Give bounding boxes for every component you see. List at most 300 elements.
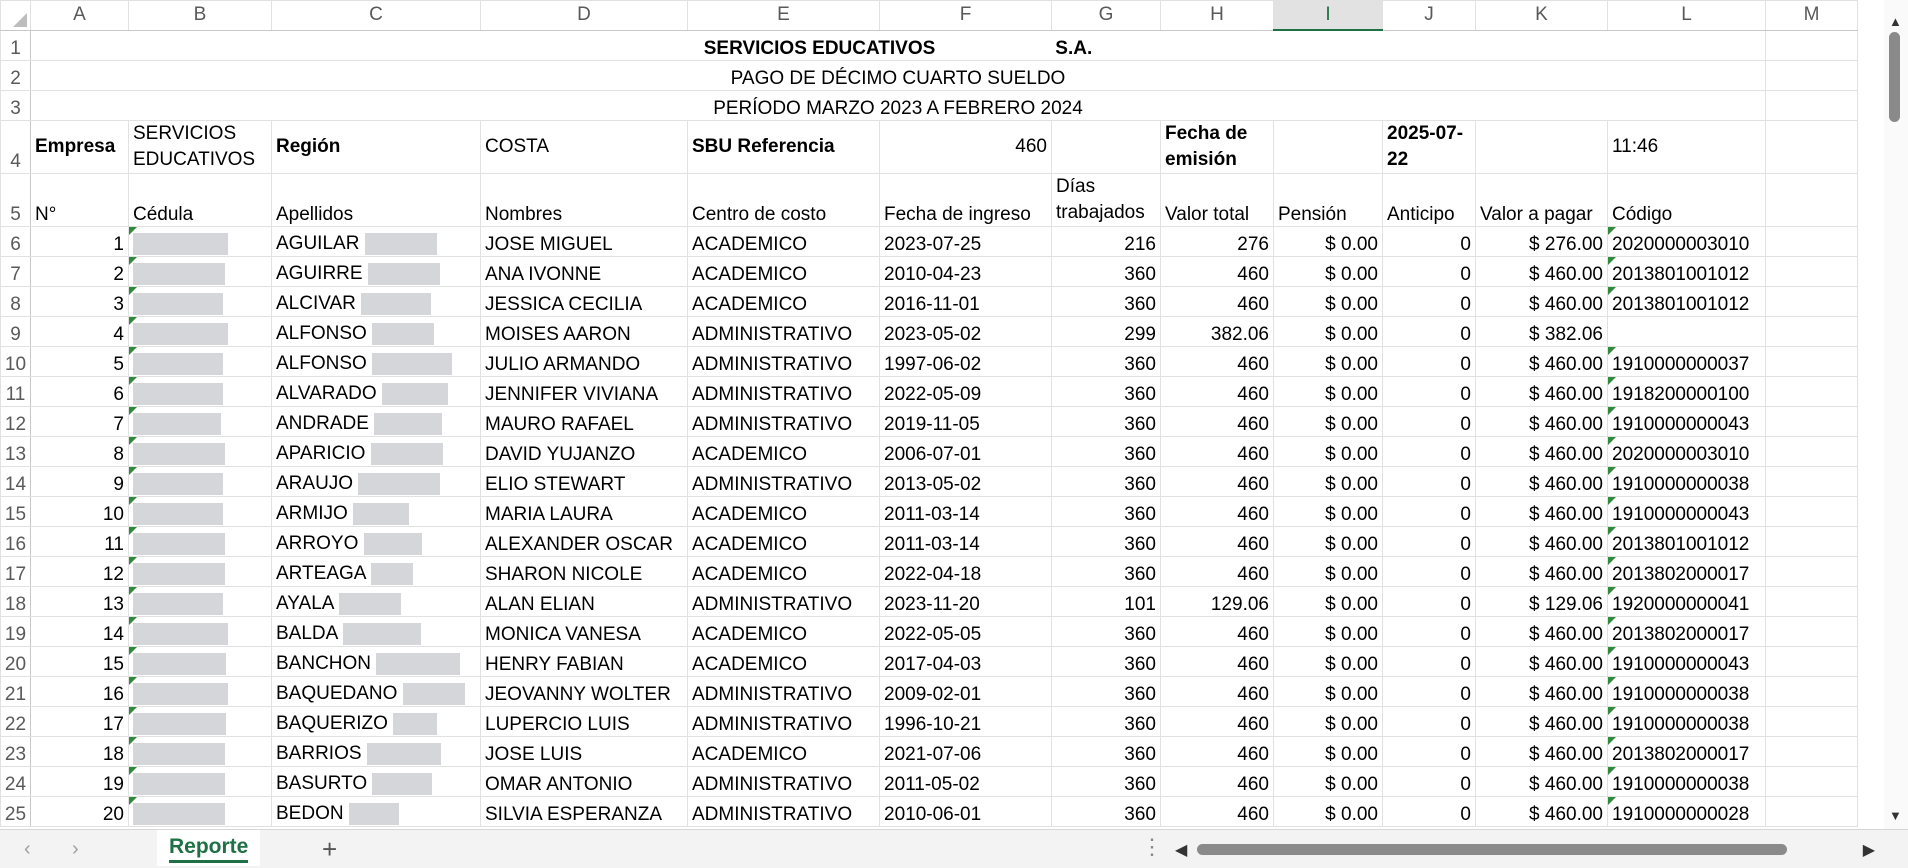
- cedula-cell[interactable]: [129, 586, 272, 616]
- nombres-cell[interactable]: MONICA VANESA: [481, 616, 688, 646]
- dias-trabajados-cell[interactable]: 360: [1052, 766, 1161, 796]
- nombres-cell[interactable]: LUPERCIO LUIS: [481, 706, 688, 736]
- nombres-cell[interactable]: ELIO STEWART: [481, 466, 688, 496]
- pension-cell[interactable]: $ 0.00: [1274, 436, 1383, 466]
- cell-m[interactable]: [1766, 586, 1858, 616]
- centro-costo-cell[interactable]: ADMINISTRATIVO: [688, 706, 880, 736]
- anticipo-cell[interactable]: 0: [1383, 466, 1476, 496]
- valor-total-cell[interactable]: 460: [1161, 736, 1274, 766]
- header-cell[interactable]: Valor total: [1161, 173, 1274, 226]
- dias-trabajados-cell[interactable]: 360: [1052, 526, 1161, 556]
- apellidos-cell[interactable]: [272, 586, 481, 616]
- row-header[interactable]: 2: [1, 60, 31, 90]
- header-cell[interactable]: Centro de costo: [688, 173, 880, 226]
- dias-trabajados-cell[interactable]: 360: [1052, 286, 1161, 316]
- row-number[interactable]: 17: [31, 706, 129, 736]
- valor-pagar-cell[interactable]: $ 460.00: [1476, 766, 1608, 796]
- row-header[interactable]: 22: [1, 706, 31, 736]
- codigo-cell[interactable]: 2013802000017: [1608, 556, 1766, 586]
- cell-m[interactable]: [1766, 376, 1858, 406]
- apellidos-cell[interactable]: [272, 376, 481, 406]
- header-cell[interactable]: Fecha de ingreso: [880, 173, 1052, 226]
- row-number[interactable]: 2: [31, 256, 129, 286]
- row-number[interactable]: 6: [31, 376, 129, 406]
- vertical-scroll-thumb[interactable]: [1889, 32, 1900, 122]
- centro-costo-cell[interactable]: ACADEMICO: [688, 616, 880, 646]
- cedula-cell[interactable]: [129, 736, 272, 766]
- pension-cell[interactable]: $ 0.00: [1274, 736, 1383, 766]
- row-header[interactable]: 10: [1, 346, 31, 376]
- pension-cell[interactable]: $ 0.00: [1274, 496, 1383, 526]
- cell-m[interactable]: [1766, 316, 1858, 346]
- nombres-cell[interactable]: JESSICA CECILIA: [481, 286, 688, 316]
- cedula-cell[interactable]: [129, 466, 272, 496]
- valor-total-cell[interactable]: 460: [1161, 796, 1274, 826]
- row-header[interactable]: 9: [1, 316, 31, 346]
- row-header[interactable]: 5: [1, 173, 31, 226]
- codigo-cell[interactable]: 1910000000043: [1608, 646, 1766, 676]
- chevron-left-icon[interactable]: ‹: [24, 838, 31, 860]
- cedula-cell[interactable]: [129, 226, 272, 256]
- valor-pagar-cell[interactable]: $ 460.00: [1476, 736, 1608, 766]
- dias-trabajados-cell[interactable]: 360: [1052, 706, 1161, 736]
- row-header[interactable]: 21: [1, 676, 31, 706]
- valor-total-cell[interactable]: 460: [1161, 466, 1274, 496]
- valor-total-cell[interactable]: 460: [1161, 766, 1274, 796]
- dias-trabajados-cell[interactable]: 360: [1052, 616, 1161, 646]
- centro-costo-cell[interactable]: ADMINISTRATIVO: [688, 676, 880, 706]
- horizontal-scrollbar[interactable]: [1175, 840, 1875, 858]
- codigo-cell[interactable]: 1910000000038: [1608, 706, 1766, 736]
- valor-pagar-cell[interactable]: $ 460.00: [1476, 286, 1608, 316]
- column-header-b[interactable]: B: [129, 1, 272, 31]
- fecha-ingreso-cell[interactable]: 2011-03-14: [880, 496, 1052, 526]
- fecha-ingreso-cell[interactable]: 2013-05-02: [880, 466, 1052, 496]
- centro-costo-cell[interactable]: ACADEMICO: [688, 646, 880, 676]
- column-header-a[interactable]: A: [31, 1, 129, 31]
- valor-total-cell[interactable]: 460: [1161, 346, 1274, 376]
- centro-costo-cell[interactable]: ADMINISTRATIVO: [688, 376, 880, 406]
- anticipo-cell[interactable]: 0: [1383, 586, 1476, 616]
- anticipo-cell[interactable]: 0: [1383, 616, 1476, 646]
- apellidos-cell[interactable]: [272, 436, 481, 466]
- centro-costo-cell[interactable]: ADMINISTRATIVO: [688, 766, 880, 796]
- dias-trabajados-cell[interactable]: 360: [1052, 256, 1161, 286]
- pension-cell[interactable]: $ 0.00: [1274, 766, 1383, 796]
- pension-cell[interactable]: $ 0.00: [1274, 556, 1383, 586]
- scroll-right-icon[interactable]: ▶: [1862, 842, 1875, 859]
- anticipo-cell[interactable]: 0: [1383, 496, 1476, 526]
- centro-costo-cell[interactable]: ADMINISTRATIVO: [688, 346, 880, 376]
- valor-pagar-cell[interactable]: $ 460.00: [1476, 706, 1608, 736]
- codigo-cell[interactable]: 1918200000100: [1608, 376, 1766, 406]
- fecha-ingreso-cell[interactable]: 2023-11-20: [880, 586, 1052, 616]
- title-cell[interactable]: [31, 30, 1766, 60]
- column-header-j[interactable]: J: [1383, 1, 1476, 31]
- row-header[interactable]: 4: [1, 120, 31, 173]
- codigo-cell[interactable]: 1920000000041: [1608, 586, 1766, 616]
- dias-trabajados-cell[interactable]: 360: [1052, 646, 1161, 676]
- cedula-cell[interactable]: [129, 406, 272, 436]
- column-header-f[interactable]: F: [880, 1, 1052, 31]
- centro-costo-cell[interactable]: ADMINISTRATIVO: [688, 466, 880, 496]
- dias-trabajados-cell[interactable]: 360: [1052, 466, 1161, 496]
- fecha-ingreso-cell[interactable]: 2017-04-03: [880, 646, 1052, 676]
- codigo-cell[interactable]: 1910000000043: [1608, 496, 1766, 526]
- pension-cell[interactable]: $ 0.00: [1274, 406, 1383, 436]
- cedula-cell[interactable]: [129, 316, 272, 346]
- valor-pagar-cell[interactable]: $ 460.00: [1476, 496, 1608, 526]
- fecha-ingreso-cell[interactable]: 2010-04-23: [880, 256, 1052, 286]
- subtitle-cell[interactable]: PAGO DE DÉCIMO CUARTO SUELDO: [31, 60, 1766, 90]
- cell-m[interactable]: [1766, 526, 1858, 556]
- cell-m[interactable]: [1766, 796, 1858, 826]
- nombres-cell[interactable]: JOSE LUIS: [481, 736, 688, 766]
- cell-g4[interactable]: [1052, 120, 1161, 173]
- row-number[interactable]: 4: [31, 316, 129, 346]
- codigo-cell[interactable]: 2013801001012: [1608, 526, 1766, 556]
- cell-m3[interactable]: [1766, 90, 1858, 120]
- empresa-label[interactable]: Empresa: [31, 120, 129, 173]
- cell-m[interactable]: [1766, 646, 1858, 676]
- cedula-cell[interactable]: [129, 766, 272, 796]
- cedula-cell[interactable]: [129, 346, 272, 376]
- cedula-cell[interactable]: [129, 706, 272, 736]
- nombres-cell[interactable]: ALAN ELIAN: [481, 586, 688, 616]
- column-header-e[interactable]: E: [688, 1, 880, 31]
- codigo-cell[interactable]: [1608, 316, 1766, 346]
- row-header[interactable]: 11: [1, 376, 31, 406]
- nombres-cell[interactable]: JEOVANNY WOLTER: [481, 676, 688, 706]
- apellidos-cell[interactable]: [272, 556, 481, 586]
- valor-pagar-cell[interactable]: $ 460.00: [1476, 526, 1608, 556]
- codigo-cell[interactable]: 2013802000017: [1608, 736, 1766, 766]
- apellidos-cell[interactable]: [272, 526, 481, 556]
- nombres-cell[interactable]: ALEXANDER OSCAR: [481, 526, 688, 556]
- cedula-cell[interactable]: [129, 256, 272, 286]
- nombres-cell[interactable]: SILVIA ESPERANZA: [481, 796, 688, 826]
- anticipo-cell[interactable]: 0: [1383, 346, 1476, 376]
- nombres-cell[interactable]: MARIA LAURA: [481, 496, 688, 526]
- row-header[interactable]: 13: [1, 436, 31, 466]
- centro-costo-cell[interactable]: ACADEMICO: [688, 496, 880, 526]
- cedula-cell[interactable]: [129, 376, 272, 406]
- apellidos-cell[interactable]: [272, 676, 481, 706]
- fecha-ingreso-cell[interactable]: 2009-02-01: [880, 676, 1052, 706]
- cedula-cell[interactable]: [129, 556, 272, 586]
- anticipo-cell[interactable]: 0: [1383, 676, 1476, 706]
- valor-total-cell[interactable]: 460: [1161, 616, 1274, 646]
- codigo-cell[interactable]: 2013801001012: [1608, 286, 1766, 316]
- valor-total-cell[interactable]: 276: [1161, 226, 1274, 256]
- pension-cell[interactable]: $ 0.00: [1274, 226, 1383, 256]
- codigo-cell[interactable]: 2013801001012: [1608, 256, 1766, 286]
- anticipo-cell[interactable]: 0: [1383, 316, 1476, 346]
- dias-trabajados-cell[interactable]: 360: [1052, 376, 1161, 406]
- valor-pagar-cell[interactable]: $ 460.00: [1476, 436, 1608, 466]
- codigo-cell[interactable]: 2013802000017: [1608, 616, 1766, 646]
- valor-pagar-cell[interactable]: $ 460.00: [1476, 796, 1608, 826]
- region-value[interactable]: COSTA: [481, 120, 688, 173]
- codigo-cell[interactable]: 2020000003010: [1608, 226, 1766, 256]
- cell-m[interactable]: [1766, 226, 1858, 256]
- cedula-cell[interactable]: [129, 796, 272, 826]
- cedula-cell[interactable]: [129, 526, 272, 556]
- row-number[interactable]: 18: [31, 736, 129, 766]
- column-header-i[interactable]: I: [1274, 1, 1383, 31]
- valor-total-cell[interactable]: 460: [1161, 376, 1274, 406]
- row-number[interactable]: 10: [31, 496, 129, 526]
- centro-costo-cell[interactable]: ACADEMICO: [688, 436, 880, 466]
- row-number[interactable]: 14: [31, 616, 129, 646]
- cell-m[interactable]: [1766, 406, 1858, 436]
- row-number[interactable]: 3: [31, 286, 129, 316]
- vertical-dots-icon[interactable]: ⋮: [1141, 834, 1163, 859]
- dias-trabajados-cell[interactable]: 101: [1052, 586, 1161, 616]
- valor-pagar-cell[interactable]: $ 460.00: [1476, 646, 1608, 676]
- cedula-cell[interactable]: [129, 286, 272, 316]
- anticipo-cell[interactable]: 0: [1383, 766, 1476, 796]
- valor-pagar-cell[interactable]: $ 460.00: [1476, 616, 1608, 646]
- cedula-cell[interactable]: [129, 616, 272, 646]
- scroll-down-icon[interactable]: ▼: [1889, 808, 1902, 823]
- cedula-cell[interactable]: [129, 676, 272, 706]
- fecha-value[interactable]: 2025-07-22: [1383, 120, 1476, 173]
- row-header[interactable]: 7: [1, 256, 31, 286]
- header-cell[interactable]: N°: [31, 173, 129, 226]
- cell-m[interactable]: [1766, 256, 1858, 286]
- scroll-up-icon[interactable]: ▲: [1889, 14, 1902, 29]
- valor-pagar-cell[interactable]: $ 460.00: [1476, 346, 1608, 376]
- fecha-ingreso-cell[interactable]: 2023-05-02: [880, 316, 1052, 346]
- row-number[interactable]: 7: [31, 406, 129, 436]
- codigo-cell[interactable]: 1910000000038: [1608, 766, 1766, 796]
- codigo-cell[interactable]: 1910000000037: [1608, 346, 1766, 376]
- valor-total-cell[interactable]: 460: [1161, 256, 1274, 286]
- valor-pagar-cell[interactable]: $ 276.00: [1476, 226, 1608, 256]
- dias-trabajados-cell[interactable]: 360: [1052, 676, 1161, 706]
- row-number[interactable]: 13: [31, 586, 129, 616]
- apellidos-cell[interactable]: [272, 646, 481, 676]
- cell-m[interactable]: [1766, 556, 1858, 586]
- column-header-l[interactable]: L: [1608, 1, 1766, 31]
- pension-cell[interactable]: $ 0.00: [1274, 376, 1383, 406]
- nombres-cell[interactable]: ANA IVONNE: [481, 256, 688, 286]
- apellidos-cell[interactable]: [272, 406, 481, 436]
- row-number[interactable]: 15: [31, 646, 129, 676]
- row-number[interactable]: 11: [31, 526, 129, 556]
- row-header[interactable]: 12: [1, 406, 31, 436]
- anticipo-cell[interactable]: 0: [1383, 286, 1476, 316]
- vertical-scrollbar[interactable]: [1884, 0, 1908, 829]
- hora-value[interactable]: 11:46: [1608, 120, 1766, 173]
- row-header[interactable]: 15: [1, 496, 31, 526]
- anticipo-cell[interactable]: 0: [1383, 736, 1476, 766]
- fecha-ingreso-cell[interactable]: 2019-11-05: [880, 406, 1052, 436]
- dias-trabajados-cell[interactable]: 216: [1052, 226, 1161, 256]
- dias-trabajados-cell[interactable]: 360: [1052, 406, 1161, 436]
- pension-cell[interactable]: $ 0.00: [1274, 526, 1383, 556]
- period-cell[interactable]: PERÍODO MARZO 2023 A FEBRERO 2024: [31, 90, 1766, 120]
- apellidos-cell[interactable]: [272, 256, 481, 286]
- anticipo-cell[interactable]: 0: [1383, 556, 1476, 586]
- row-header[interactable]: 20: [1, 646, 31, 676]
- row-header[interactable]: 14: [1, 466, 31, 496]
- cell-m[interactable]: [1766, 496, 1858, 526]
- pension-cell[interactable]: $ 0.00: [1274, 466, 1383, 496]
- sbu-label[interactable]: SBU Referencia: [688, 120, 880, 173]
- pension-cell[interactable]: $ 0.00: [1274, 706, 1383, 736]
- row-header[interactable]: 17: [1, 556, 31, 586]
- cell-m[interactable]: [1766, 676, 1858, 706]
- apellidos-cell[interactable]: [272, 466, 481, 496]
- fecha-ingreso-cell[interactable]: 2022-05-05: [880, 616, 1052, 646]
- valor-total-cell[interactable]: 460: [1161, 436, 1274, 466]
- chevron-right-icon[interactable]: ›: [72, 838, 79, 860]
- row-header[interactable]: 6: [1, 226, 31, 256]
- valor-pagar-cell[interactable]: $ 460.00: [1476, 556, 1608, 586]
- nombres-cell[interactable]: HENRY FABIAN: [481, 646, 688, 676]
- anticipo-cell[interactable]: 0: [1383, 376, 1476, 406]
- centro-costo-cell[interactable]: ADMINISTRATIVO: [688, 796, 880, 826]
- region-label[interactable]: Región: [272, 120, 481, 173]
- fecha-ingreso-cell[interactable]: 2021-07-06: [880, 736, 1052, 766]
- apellidos-cell[interactable]: [272, 226, 481, 256]
- valor-pagar-cell[interactable]: $ 460.00: [1476, 676, 1608, 706]
- valor-pagar-cell[interactable]: $ 129.06: [1476, 586, 1608, 616]
- pension-cell[interactable]: $ 0.00: [1274, 616, 1383, 646]
- dias-trabajados-cell[interactable]: 360: [1052, 436, 1161, 466]
- anticipo-cell[interactable]: 0: [1383, 706, 1476, 736]
- centro-costo-cell[interactable]: ADMINISTRATIVO: [688, 406, 880, 436]
- nombres-cell[interactable]: DAVID YUJANZO: [481, 436, 688, 466]
- dias-trabajados-cell[interactable]: 360: [1052, 796, 1161, 826]
- fecha-ingreso-cell[interactable]: 2022-05-09: [880, 376, 1052, 406]
- row-header[interactable]: 16: [1, 526, 31, 556]
- column-header-m[interactable]: M: [1766, 1, 1858, 31]
- header-cell[interactable]: Anticipo: [1383, 173, 1476, 226]
- cell-m4[interactable]: [1766, 120, 1858, 173]
- pension-cell[interactable]: $ 0.00: [1274, 316, 1383, 346]
- sheet-tab-reporte[interactable]: [157, 830, 260, 866]
- anticipo-cell[interactable]: 0: [1383, 646, 1476, 676]
- row-header[interactable]: 18: [1, 586, 31, 616]
- anticipo-cell[interactable]: 0: [1383, 256, 1476, 286]
- pension-cell[interactable]: $ 0.00: [1274, 796, 1383, 826]
- anticipo-cell[interactable]: 0: [1383, 226, 1476, 256]
- cell-m5[interactable]: [1766, 173, 1858, 226]
- dias-trabajados-cell[interactable]: 360: [1052, 556, 1161, 586]
- centro-costo-cell[interactable]: ACADEMICO: [688, 286, 880, 316]
- nombres-cell[interactable]: JENNIFER VIVIANA: [481, 376, 688, 406]
- codigo-cell[interactable]: 1910000000028: [1608, 796, 1766, 826]
- row-number[interactable]: 16: [31, 676, 129, 706]
- nombres-cell[interactable]: MAURO RAFAEL: [481, 406, 688, 436]
- valor-total-cell[interactable]: 460: [1161, 676, 1274, 706]
- scroll-left-icon[interactable]: ◀: [1175, 842, 1188, 859]
- fecha-ingreso-cell[interactable]: 2023-07-25: [880, 226, 1052, 256]
- pension-cell[interactable]: $ 0.00: [1274, 586, 1383, 616]
- fecha-label[interactable]: Fecha de emisión: [1161, 120, 1274, 173]
- cell-m[interactable]: [1766, 346, 1858, 376]
- header-cell[interactable]: Valor a pagar: [1476, 173, 1608, 226]
- valor-pagar-cell[interactable]: $ 460.00: [1476, 256, 1608, 286]
- valor-pagar-cell[interactable]: $ 460.00: [1476, 376, 1608, 406]
- header-cell[interactable]: Cédula: [129, 173, 272, 226]
- valor-total-cell[interactable]: 460: [1161, 406, 1274, 436]
- cell-m[interactable]: [1766, 766, 1858, 796]
- row-number[interactable]: 9: [31, 466, 129, 496]
- cell-m[interactable]: [1766, 286, 1858, 316]
- anticipo-cell[interactable]: 0: [1383, 406, 1476, 436]
- header-cell[interactable]: Pensión: [1274, 173, 1383, 226]
- fecha-ingreso-cell[interactable]: 2006-07-01: [880, 436, 1052, 466]
- row-number[interactable]: 5: [31, 346, 129, 376]
- apellidos-cell[interactable]: [272, 796, 481, 826]
- cedula-cell[interactable]: [129, 436, 272, 466]
- row-header[interactable]: 23: [1, 736, 31, 766]
- row-number[interactable]: 8: [31, 436, 129, 466]
- nombres-cell[interactable]: SHARON NICOLE: [481, 556, 688, 586]
- row-header[interactable]: 25: [1, 796, 31, 826]
- apellidos-cell[interactable]: [272, 736, 481, 766]
- cell-i4[interactable]: [1274, 120, 1383, 173]
- horizontal-scroll-thumb[interactable]: [1197, 844, 1787, 855]
- fecha-ingreso-cell[interactable]: 2011-05-02: [880, 766, 1052, 796]
- row-header[interactable]: 19: [1, 616, 31, 646]
- row-header[interactable]: 24: [1, 766, 31, 796]
- pension-cell[interactable]: $ 0.00: [1274, 676, 1383, 706]
- nombres-cell[interactable]: JOSE MIGUEL: [481, 226, 688, 256]
- row-number[interactable]: 1: [31, 226, 129, 256]
- cell-k4[interactable]: [1476, 120, 1608, 173]
- cell-m[interactable]: [1766, 466, 1858, 496]
- column-header-g[interactable]: G: [1052, 1, 1161, 31]
- centro-costo-cell[interactable]: ADMINISTRATIVO: [688, 586, 880, 616]
- valor-total-cell[interactable]: 382.06: [1161, 316, 1274, 346]
- header-cell[interactable]: Código: [1608, 173, 1766, 226]
- fecha-ingreso-cell[interactable]: 2010-06-01: [880, 796, 1052, 826]
- valor-total-cell[interactable]: 460: [1161, 646, 1274, 676]
- add-sheet-button[interactable]: +: [322, 834, 338, 864]
- fecha-ingreso-cell[interactable]: 2016-11-01: [880, 286, 1052, 316]
- codigo-cell[interactable]: 1910000000043: [1608, 406, 1766, 436]
- fecha-ingreso-cell[interactable]: 1997-06-02: [880, 346, 1052, 376]
- empresa-value[interactable]: SERVICIOS EDUCATIVOS: [129, 120, 272, 173]
- apellidos-cell[interactable]: [272, 616, 481, 646]
- cell-m1[interactable]: [1766, 30, 1858, 60]
- column-header-c[interactable]: C: [272, 1, 481, 31]
- cell-m[interactable]: [1766, 736, 1858, 766]
- codigo-cell[interactable]: 1910000000038: [1608, 466, 1766, 496]
- codigo-cell[interactable]: 2020000003010: [1608, 436, 1766, 466]
- sbu-value[interactable]: 460: [880, 120, 1052, 173]
- pension-cell[interactable]: $ 0.00: [1274, 346, 1383, 376]
- apellidos-cell[interactable]: [272, 706, 481, 736]
- valor-total-cell[interactable]: 460: [1161, 706, 1274, 736]
- centro-costo-cell[interactable]: ACADEMICO: [688, 226, 880, 256]
- column-header-k[interactable]: K: [1476, 1, 1608, 31]
- anticipo-cell[interactable]: 0: [1383, 436, 1476, 466]
- dias-trabajados-cell[interactable]: 360: [1052, 346, 1161, 376]
- header-cell[interactable]: Días trabajados: [1052, 173, 1161, 226]
- cell-m[interactable]: [1766, 616, 1858, 646]
- apellidos-cell[interactable]: [272, 496, 481, 526]
- row-header[interactable]: 1: [1, 30, 31, 60]
- cell-m2[interactable]: [1766, 60, 1858, 90]
- apellidos-cell[interactable]: [272, 316, 481, 346]
- anticipo-cell[interactable]: 0: [1383, 796, 1476, 826]
